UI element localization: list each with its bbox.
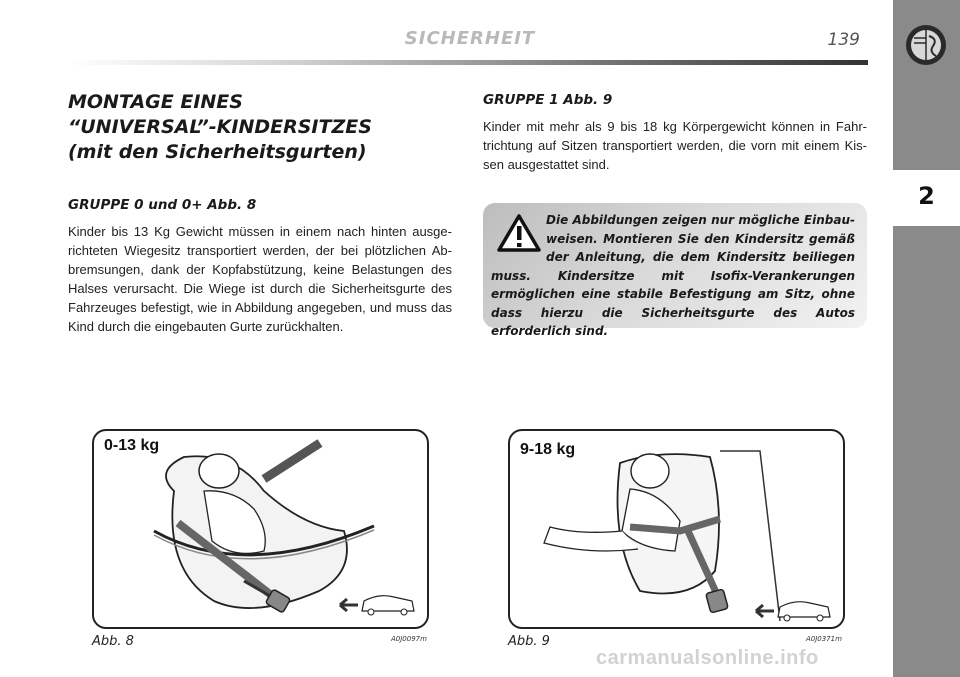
group0-text: Kinder bis 13 Kg Gewicht müssen in einem nach hinten ausgerichteten Wiegesitz transportiert werden, der bei plötzlichen Abbremsungen, dank der Kopfabstützung, keine Belastungen des Halses verursacht. Die Wiege ist durch die Sicherheitsgurte des Fahrzeuges befestigt, wie in Abbildung angegeben, und muss das Kind durch die eingebauten Gurte zurückhalten. bbox=[68, 224, 452, 334]
figure-9-weight-label: 9-18 kg bbox=[520, 441, 576, 458]
figure-8-caption: Abb. 8 bbox=[92, 634, 134, 649]
warning-text: Die Abbildungen zeigen nur mögliche Einbauweisen. Montieren Sie den Kindersitz gemäß der Anleitung, die dem Kindersitz beiliegen muss. Kindersitze mit Isofix-Verankerungen ermöglichen eine stabile Befestigung am Sitz, ohne dass hierzu die Sicherheitsgurte des Autos erforderlich sind. bbox=[491, 213, 855, 338]
section-title-line-2: “UNIVERSAL”-KINDERSITZES bbox=[68, 116, 372, 138]
header-divider bbox=[68, 60, 868, 65]
section-title-line-1: MONTAGE EINES bbox=[68, 91, 243, 113]
figure-9-code: A0J0371m bbox=[806, 635, 842, 643]
group0-heading: GRUPPE 0 und 0+ Abb. 8 bbox=[68, 197, 257, 213]
figure-8-weight-label: 0-13 kg bbox=[104, 437, 160, 454]
figure-9-frame bbox=[508, 429, 845, 629]
warning-note bbox=[483, 203, 867, 338]
alfa-romeo-logo-icon bbox=[905, 24, 947, 66]
figure-8-frame bbox=[92, 429, 429, 629]
chapter-number: 2 bbox=[918, 182, 935, 210]
group1-text: Kinder mit mehr als 9 bis 18 kg Körpergewicht können in Fahrtrichtung auf Sitzen transportiert werden, die vorn mit einem Kissen ausgestattet sind. bbox=[483, 119, 867, 172]
group1-heading: GRUPPE 1 Abb. 9 bbox=[483, 92, 613, 108]
section-title bbox=[68, 90, 372, 165]
watermark: carmanualsonline.info bbox=[596, 647, 819, 669]
section-title-line-3: (mit den Sicherheitsgurten) bbox=[68, 141, 367, 163]
infant-carrier-illustration bbox=[94, 431, 427, 627]
page-number: 139 bbox=[827, 30, 860, 50]
page-header-title: SICHERHEIT bbox=[404, 28, 536, 49]
chapter-side-tab bbox=[893, 0, 960, 677]
figure-9-caption: Abb. 9 bbox=[508, 634, 550, 649]
figure-8-code: A0J0097m bbox=[391, 635, 427, 643]
child-seat-illustration bbox=[510, 431, 843, 627]
warning-text-block bbox=[491, 211, 855, 341]
